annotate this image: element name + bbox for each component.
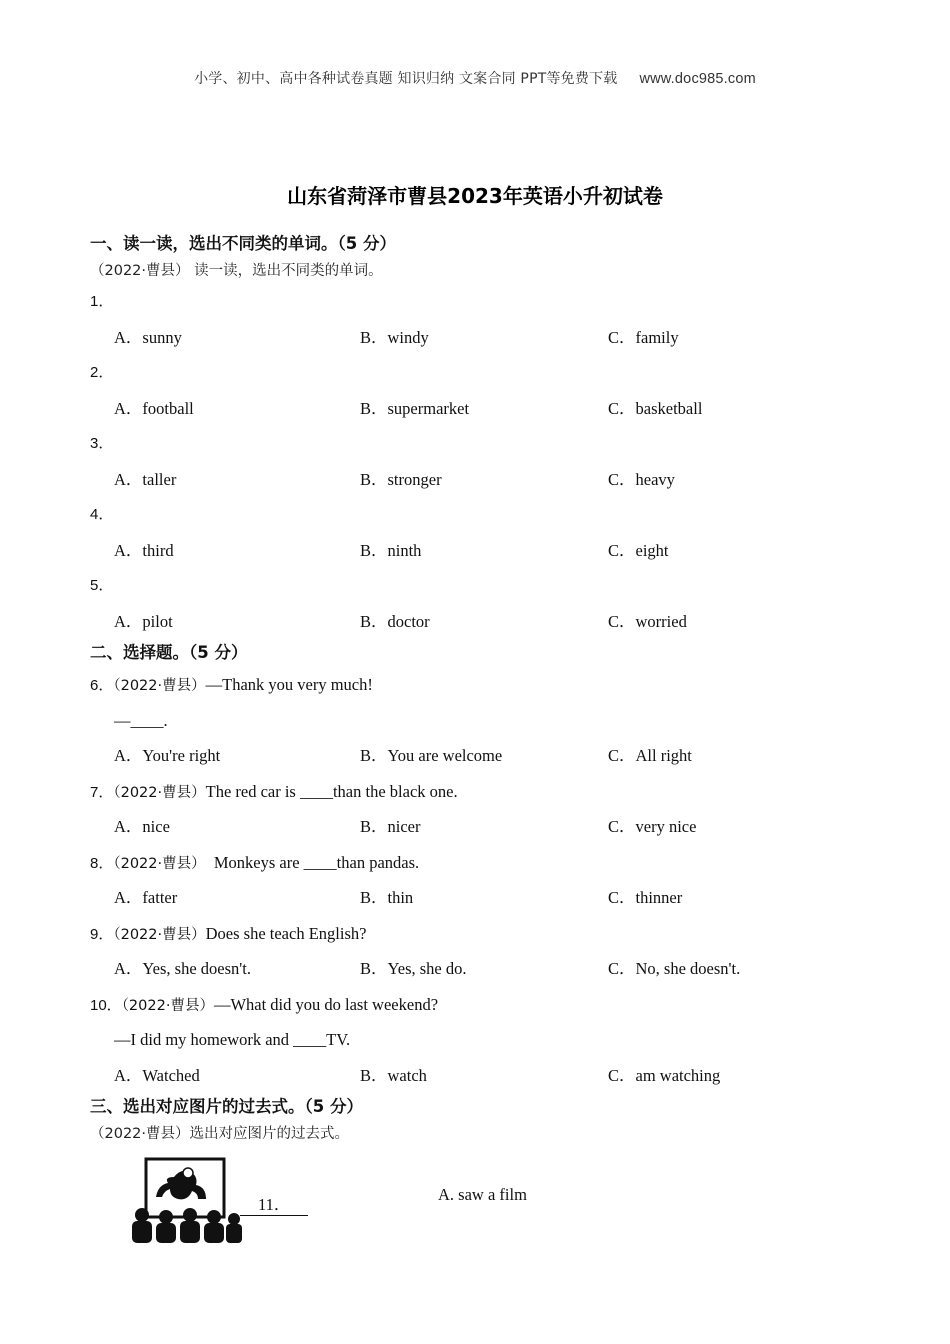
question-number: 8． bbox=[90, 854, 114, 872]
question-10-stem bbox=[90, 987, 870, 1023]
option-a[interactable]: A．Yes, she doesn't. bbox=[114, 959, 251, 978]
question-number: 6． bbox=[90, 677, 114, 694]
option-a[interactable]: A．pilot bbox=[114, 611, 173, 631]
question-number: 7． bbox=[90, 783, 114, 801]
question-2-options bbox=[90, 391, 870, 427]
option-b[interactable]: B．supermarket bbox=[360, 398, 470, 418]
question-6-options bbox=[90, 738, 870, 774]
question-source-tag: （2022·曹县） bbox=[113, 855, 206, 872]
option-c[interactable]: C．All right bbox=[608, 746, 692, 765]
question-source-tag: （2022·曹县） bbox=[113, 678, 206, 694]
section-1-note: （2022·曹县） 读一读，选出不同类的单词。 bbox=[90, 263, 383, 279]
option-b[interactable]: B．stronger bbox=[360, 469, 442, 489]
option-b[interactable]: B．doctor bbox=[360, 611, 430, 631]
question-text: Does she teach English? bbox=[205, 923, 367, 943]
cinema-audience-image bbox=[130, 1157, 242, 1243]
option-b[interactable]: B．thin bbox=[360, 888, 414, 907]
section-1-heading: 一、读一读，选出不同类的单词。（5 分） bbox=[90, 234, 396, 253]
question-number: 10． bbox=[90, 996, 122, 1014]
option-b[interactable]: B．You are welcome bbox=[360, 746, 503, 765]
question-8-options bbox=[90, 880, 870, 916]
answer-blank-11[interactable]: 11． bbox=[240, 1191, 308, 1216]
question-10-options bbox=[90, 1058, 870, 1094]
page-header bbox=[0, 68, 950, 88]
question-text: —What did you do last weekend? bbox=[213, 994, 439, 1014]
question-number: 9． bbox=[90, 925, 114, 943]
question-9-stem bbox=[90, 916, 870, 952]
question-8-stem bbox=[90, 845, 870, 881]
question-5-options bbox=[90, 604, 870, 640]
option-a[interactable]: A．Watched bbox=[114, 1065, 200, 1085]
option-b[interactable]: B．windy bbox=[360, 327, 429, 347]
exam-title: 山东省菏泽市曹县2023年英语小升初试卷 bbox=[287, 184, 663, 208]
option-c[interactable]: C．am watching bbox=[608, 1065, 721, 1085]
question-10-subline: —I did my homework and ____TV. bbox=[114, 1030, 351, 1049]
option-c[interactable]: C．worried bbox=[608, 611, 687, 631]
option-c[interactable]: C．family bbox=[608, 327, 679, 347]
answer-choice-a[interactable]: A. saw a film bbox=[438, 1185, 527, 1204]
option-a[interactable]: A．nice bbox=[114, 817, 170, 836]
question-2-number: 2． bbox=[90, 364, 114, 381]
question-6-stem bbox=[90, 667, 870, 703]
option-c[interactable]: C．basketball bbox=[608, 398, 703, 418]
header-url[interactable]: www.doc985.com bbox=[639, 71, 756, 87]
question-4-number: 4． bbox=[90, 506, 114, 523]
question-text: —Thank you very much! bbox=[205, 675, 373, 694]
section-3-heading: 三、选出对应图片的过去式。（5 分） bbox=[90, 1097, 363, 1116]
question-source-tag: （2022·曹县） bbox=[121, 997, 214, 1014]
option-b[interactable]: B．Yes, she do. bbox=[360, 959, 467, 978]
header-text: 小学、初中、高中各种试卷真题 知识归纳 文案合同 PPT等免费下载 bbox=[194, 71, 618, 87]
question-1-options bbox=[90, 320, 870, 356]
option-c[interactable]: C．very nice bbox=[608, 817, 697, 836]
question-7-options bbox=[90, 809, 870, 845]
question-text: Monkeys are ____than pandas. bbox=[205, 852, 420, 872]
exam-content bbox=[90, 230, 870, 1267]
option-a[interactable]: A．football bbox=[114, 398, 194, 418]
option-c[interactable]: C．heavy bbox=[608, 469, 675, 489]
option-b[interactable]: B．nicer bbox=[360, 817, 421, 836]
question-3-number: 3． bbox=[90, 435, 114, 452]
option-c[interactable]: C．No, she doesn't. bbox=[608, 959, 741, 978]
option-a[interactable]: A．sunny bbox=[114, 327, 182, 347]
section-3-note: （2022·曹县）选出对应图片的过去式。 bbox=[90, 1126, 350, 1142]
option-c[interactable]: C．thinner bbox=[608, 888, 683, 907]
option-c[interactable]: C．eight bbox=[608, 540, 669, 560]
picture-item-11 bbox=[90, 1147, 870, 1267]
question-7-stem bbox=[90, 774, 870, 810]
question-4-options bbox=[90, 533, 870, 569]
question-source-tag: （2022·曹县） bbox=[113, 784, 206, 801]
question-1-number: 1． bbox=[90, 293, 114, 310]
question-text: The red car is ____than the black one. bbox=[205, 781, 458, 801]
question-3-options bbox=[90, 462, 870, 498]
question-6-subline: —____. bbox=[114, 710, 168, 730]
option-a[interactable]: A．You're right bbox=[114, 746, 221, 765]
option-b[interactable]: B．ninth bbox=[360, 540, 422, 560]
option-a[interactable]: A．third bbox=[114, 540, 174, 560]
question-5-number: 5． bbox=[90, 577, 114, 594]
option-b[interactable]: B．watch bbox=[360, 1065, 427, 1085]
option-a[interactable]: A．fatter bbox=[114, 888, 178, 907]
section-2-heading: 二、选择题。（5 分） bbox=[90, 643, 248, 662]
question-source-tag: （2022·曹县） bbox=[113, 926, 206, 943]
option-a[interactable]: A．taller bbox=[114, 469, 177, 489]
question-9-options bbox=[90, 951, 870, 987]
